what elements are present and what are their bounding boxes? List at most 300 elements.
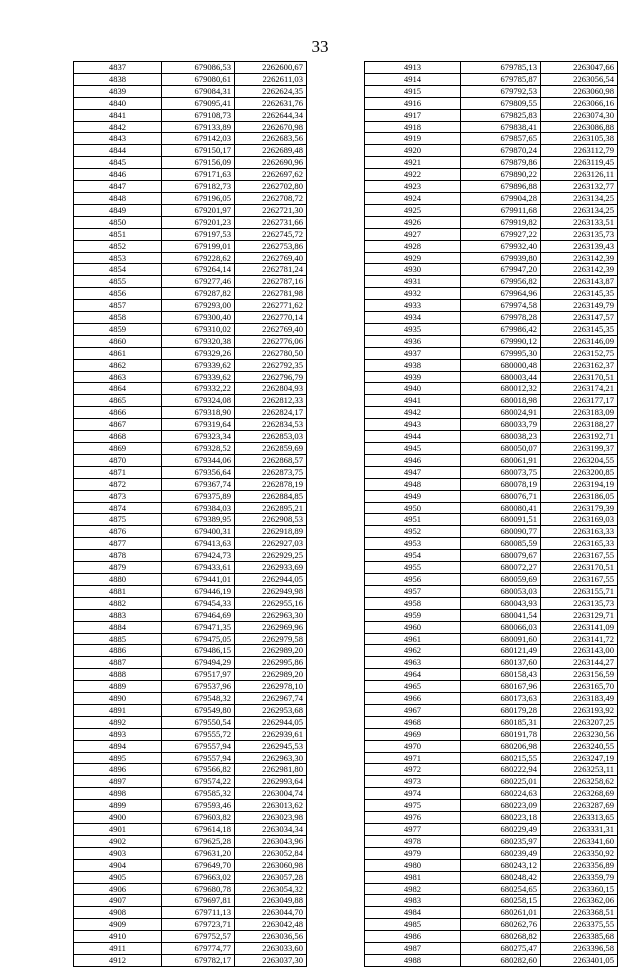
x-coordinate-cell: 680059,69 (461, 573, 541, 585)
x-coordinate-cell: 680167,96 (461, 681, 541, 693)
table-row (365, 609, 618, 621)
x-coordinate-cell: 679785,87 (461, 73, 541, 85)
y-coordinate-cell: 2262953,68 (235, 704, 307, 716)
x-coordinate-cell: 679228,62 (162, 252, 235, 264)
y-coordinate-cell: 2263360,15 (541, 883, 618, 895)
y-coordinate-cell: 2262933,69 (235, 562, 307, 574)
table-row (365, 181, 618, 193)
x-coordinate-cell: 680229,49 (461, 824, 541, 836)
x-coordinate-cell: 679080,61 (162, 73, 235, 85)
table-row (365, 312, 618, 324)
x-coordinate-cell: 679723,71 (162, 919, 235, 931)
table-row (74, 371, 307, 383)
table-row (365, 466, 618, 478)
point-number-cell: 4897 (74, 776, 162, 788)
point-number-cell: 4870 (74, 454, 162, 466)
table-row (365, 323, 618, 335)
y-coordinate-cell: 2263247,19 (541, 752, 618, 764)
table-row (365, 252, 618, 264)
table-row (74, 204, 307, 216)
x-coordinate-cell: 679454,33 (162, 597, 235, 609)
point-number-cell: 4918 (365, 121, 461, 133)
y-coordinate-cell: 2262878,19 (235, 478, 307, 490)
point-number-cell: 4981 (365, 871, 461, 883)
table-row (365, 228, 618, 240)
y-coordinate-cell: 2262981,80 (235, 764, 307, 776)
point-number-cell: 4849 (74, 204, 162, 216)
point-number-cell: 4894 (74, 740, 162, 752)
table-row (74, 252, 307, 264)
x-coordinate-cell: 679475,05 (162, 633, 235, 645)
x-coordinate-cell: 679264,14 (162, 264, 235, 276)
x-coordinate-cell: 680235,97 (461, 835, 541, 847)
table-row (74, 693, 307, 705)
table-row (365, 121, 618, 133)
x-coordinate-cell: 679557,94 (162, 752, 235, 764)
table-row (74, 597, 307, 609)
y-coordinate-cell: 2263141,09 (541, 621, 618, 633)
y-coordinate-cell: 2262884,85 (235, 490, 307, 502)
table-row (365, 157, 618, 169)
table-row (365, 431, 618, 443)
x-coordinate-cell: 679603,82 (162, 812, 235, 824)
x-coordinate-cell: 679548,32 (162, 693, 235, 705)
table-row (74, 812, 307, 824)
x-coordinate-cell: 680033,79 (461, 419, 541, 431)
table-row (365, 502, 618, 514)
x-coordinate-cell: 680158,43 (461, 669, 541, 681)
table-row (74, 85, 307, 97)
x-coordinate-cell: 679486,15 (162, 645, 235, 657)
table-row (74, 562, 307, 574)
point-number-cell: 4982 (365, 883, 461, 895)
point-number-cell: 4933 (365, 300, 461, 312)
x-coordinate-cell: 680073,75 (461, 466, 541, 478)
point-number-cell: 4865 (74, 395, 162, 407)
point-number-cell: 4975 (365, 800, 461, 812)
y-coordinate-cell: 2262770,14 (235, 312, 307, 324)
x-coordinate-cell: 679809,55 (461, 97, 541, 109)
point-number-cell: 4929 (365, 252, 461, 264)
x-coordinate-cell: 679375,89 (162, 490, 235, 502)
table-row (74, 538, 307, 550)
x-coordinate-cell: 679400,31 (162, 526, 235, 538)
table-row (365, 395, 618, 407)
y-coordinate-cell: 2262812,33 (235, 395, 307, 407)
table-row (74, 585, 307, 597)
y-coordinate-cell: 2262689,48 (235, 145, 307, 157)
y-coordinate-cell: 2263194,19 (541, 478, 618, 490)
x-coordinate-cell: 679911,68 (461, 204, 541, 216)
y-coordinate-cell: 2263179,39 (541, 502, 618, 514)
x-coordinate-cell: 679792,53 (461, 85, 541, 97)
point-number-cell: 4847 (74, 181, 162, 193)
table-row (365, 752, 618, 764)
table-row (74, 323, 307, 335)
y-coordinate-cell: 2263375,55 (541, 919, 618, 931)
y-coordinate-cell: 2263143,00 (541, 645, 618, 657)
table-row (365, 145, 618, 157)
y-coordinate-cell: 2263401,05 (541, 954, 618, 966)
x-coordinate-cell: 679939,80 (461, 252, 541, 264)
point-number-cell: 4917 (365, 109, 461, 121)
point-number-cell: 4934 (365, 312, 461, 324)
x-coordinate-cell: 679156,09 (162, 157, 235, 169)
y-coordinate-cell: 2263331,31 (541, 824, 618, 836)
y-coordinate-cell: 2263126,11 (541, 169, 618, 181)
point-number-cell: 4837 (74, 62, 162, 74)
y-coordinate-cell: 2262670,98 (235, 121, 307, 133)
x-coordinate-cell: 679614,18 (162, 824, 235, 836)
table-row (74, 300, 307, 312)
x-coordinate-cell: 679947,20 (461, 264, 541, 276)
x-coordinate-cell: 679384,03 (162, 502, 235, 514)
y-coordinate-cell: 2263177,17 (541, 395, 618, 407)
y-coordinate-cell: 2263135,73 (541, 597, 618, 609)
table-row (74, 347, 307, 359)
point-number-cell: 4884 (74, 621, 162, 633)
x-coordinate-cell: 680275,47 (461, 943, 541, 955)
table-row (365, 276, 618, 288)
y-coordinate-cell: 2262993,64 (235, 776, 307, 788)
table-row (365, 943, 618, 955)
table-row (365, 109, 618, 121)
y-coordinate-cell: 2263200,85 (541, 466, 618, 478)
point-number-cell: 4868 (74, 431, 162, 443)
table-row (74, 954, 307, 966)
y-coordinate-cell: 2263049,88 (235, 895, 307, 907)
table-row (365, 633, 618, 645)
table-row (74, 728, 307, 740)
y-coordinate-cell: 2263165,70 (541, 681, 618, 693)
x-coordinate-cell: 679133,89 (162, 121, 235, 133)
x-coordinate-cell: 680000,48 (461, 359, 541, 371)
x-coordinate-cell: 680222,94 (461, 764, 541, 776)
y-coordinate-cell: 2263188,27 (541, 419, 618, 431)
x-coordinate-cell: 679870,24 (461, 145, 541, 157)
x-coordinate-cell: 679150,17 (162, 145, 235, 157)
y-coordinate-cell: 2263036,56 (235, 931, 307, 943)
point-number-cell: 4935 (365, 323, 461, 335)
y-coordinate-cell: 2263149,79 (541, 300, 618, 312)
table-row (74, 240, 307, 252)
point-number-cell: 4876 (74, 526, 162, 538)
point-number-cell: 4862 (74, 359, 162, 371)
x-coordinate-cell: 679680,78 (162, 883, 235, 895)
y-coordinate-cell: 2262944,05 (235, 573, 307, 585)
table-row (365, 550, 618, 562)
table-row (74, 871, 307, 883)
y-coordinate-cell: 2262771,62 (235, 300, 307, 312)
x-coordinate-cell: 679555,72 (162, 728, 235, 740)
y-coordinate-cell: 2263060,98 (235, 859, 307, 871)
point-number-cell: 4848 (74, 192, 162, 204)
y-coordinate-cell: 2263258,62 (541, 776, 618, 788)
point-number-cell: 4874 (74, 502, 162, 514)
point-number-cell: 4920 (365, 145, 461, 157)
y-coordinate-cell: 2262683,56 (235, 133, 307, 145)
x-coordinate-cell: 679838,41 (461, 121, 541, 133)
table-row (74, 169, 307, 181)
table-row (365, 490, 618, 502)
x-coordinate-cell: 680090,77 (461, 526, 541, 538)
y-coordinate-cell: 2262989,20 (235, 645, 307, 657)
x-coordinate-cell: 680091,51 (461, 514, 541, 526)
y-coordinate-cell: 2263169,03 (541, 514, 618, 526)
y-coordinate-cell: 2263054,32 (235, 883, 307, 895)
point-number-cell: 4915 (365, 85, 461, 97)
x-coordinate-cell: 679182,73 (162, 181, 235, 193)
table-row (74, 276, 307, 288)
point-number-cell: 4939 (365, 371, 461, 383)
point-number-cell: 4851 (74, 228, 162, 240)
point-number-cell: 4922 (365, 169, 461, 181)
table-row (365, 562, 618, 574)
y-coordinate-cell: 2263004,74 (235, 788, 307, 800)
point-number-cell: 4947 (365, 466, 461, 478)
x-coordinate-cell: 679956,82 (461, 276, 541, 288)
point-number-cell: 4864 (74, 383, 162, 395)
table-row (365, 835, 618, 847)
table-row (365, 728, 618, 740)
y-coordinate-cell: 2262989,20 (235, 669, 307, 681)
y-coordinate-cell: 2263170,51 (541, 562, 618, 574)
y-coordinate-cell: 2263143,87 (541, 276, 618, 288)
point-number-cell: 4923 (365, 181, 461, 193)
y-coordinate-cell: 2262644,34 (235, 109, 307, 121)
x-coordinate-cell: 679517,97 (162, 669, 235, 681)
y-coordinate-cell: 2263287,69 (541, 800, 618, 812)
table-row (74, 407, 307, 419)
y-coordinate-cell: 2263385,68 (541, 931, 618, 943)
table-row (365, 359, 618, 371)
x-coordinate-cell: 679324,08 (162, 395, 235, 407)
x-coordinate-cell: 679986,42 (461, 323, 541, 335)
y-coordinate-cell: 2263139,43 (541, 240, 618, 252)
x-coordinate-cell: 680076,71 (461, 490, 541, 502)
y-coordinate-cell: 2262690,96 (235, 157, 307, 169)
y-coordinate-cell: 2262787,16 (235, 276, 307, 288)
y-coordinate-cell: 2263134,25 (541, 192, 618, 204)
y-coordinate-cell: 2263141,72 (541, 633, 618, 645)
table-row (365, 240, 618, 252)
x-coordinate-cell: 679332,22 (162, 383, 235, 395)
y-coordinate-cell: 2263230,56 (541, 728, 618, 740)
table-row (74, 621, 307, 633)
point-number-cell: 4841 (74, 109, 162, 121)
table-row (74, 609, 307, 621)
x-coordinate-cell: 679344,06 (162, 454, 235, 466)
x-coordinate-cell: 679978,28 (461, 312, 541, 324)
table-row (74, 383, 307, 395)
table-row (365, 300, 618, 312)
point-number-cell: 4949 (365, 490, 461, 502)
point-number-cell: 4901 (74, 824, 162, 836)
y-coordinate-cell: 2262776,06 (235, 335, 307, 347)
point-number-cell: 4853 (74, 252, 162, 264)
x-coordinate-cell: 679593,46 (162, 800, 235, 812)
table-row (365, 764, 618, 776)
point-number-cell: 4873 (74, 490, 162, 502)
point-number-cell: 4839 (74, 85, 162, 97)
point-number-cell: 4855 (74, 276, 162, 288)
point-number-cell: 4952 (365, 526, 461, 538)
x-coordinate-cell: 679328,52 (162, 443, 235, 455)
point-number-cell: 4857 (74, 300, 162, 312)
x-coordinate-cell: 679549,80 (162, 704, 235, 716)
y-coordinate-cell: 2262969,96 (235, 621, 307, 633)
y-coordinate-cell: 2262611,03 (235, 73, 307, 85)
table-row (74, 716, 307, 728)
y-coordinate-cell: 2262955,16 (235, 597, 307, 609)
x-coordinate-cell: 679323,34 (162, 431, 235, 443)
point-number-cell: 4925 (365, 204, 461, 216)
y-coordinate-cell: 2262834,53 (235, 419, 307, 431)
point-number-cell: 4980 (365, 859, 461, 871)
table-row (365, 478, 618, 490)
x-coordinate-cell: 679367,74 (162, 478, 235, 490)
y-coordinate-cell: 2262945,53 (235, 740, 307, 752)
table-row (74, 835, 307, 847)
x-coordinate-cell: 679441,01 (162, 573, 235, 585)
point-number-cell: 4944 (365, 431, 461, 443)
point-number-cell: 4907 (74, 895, 162, 907)
table-row (365, 347, 618, 359)
y-coordinate-cell: 2263042,48 (235, 919, 307, 931)
x-coordinate-cell: 680080,41 (461, 502, 541, 514)
table-row (74, 514, 307, 526)
point-number-cell: 4896 (74, 764, 162, 776)
point-number-cell: 4858 (74, 312, 162, 324)
y-coordinate-cell: 2263134,25 (541, 204, 618, 216)
point-number-cell: 4932 (365, 288, 461, 300)
x-coordinate-cell: 679625,28 (162, 835, 235, 847)
y-coordinate-cell: 2262624,35 (235, 85, 307, 97)
x-coordinate-cell: 680254,65 (461, 883, 541, 895)
point-number-cell: 4850 (74, 216, 162, 228)
point-number-cell: 4845 (74, 157, 162, 169)
x-coordinate-cell: 680050,07 (461, 443, 541, 455)
table-row (365, 859, 618, 871)
table-row (74, 454, 307, 466)
point-number-cell: 4960 (365, 621, 461, 633)
point-number-cell: 4911 (74, 943, 162, 955)
x-coordinate-cell: 680041,54 (461, 609, 541, 621)
x-coordinate-cell: 679752,57 (162, 931, 235, 943)
point-number-cell: 4985 (365, 919, 461, 931)
table-row (74, 359, 307, 371)
point-number-cell: 4867 (74, 419, 162, 431)
table-row (365, 883, 618, 895)
table-row (365, 621, 618, 633)
table-row (365, 407, 618, 419)
table-row (365, 847, 618, 859)
table-row (365, 871, 618, 883)
table-row (365, 204, 618, 216)
point-number-cell: 4930 (365, 264, 461, 276)
table-row (74, 943, 307, 955)
x-coordinate-cell: 679585,32 (162, 788, 235, 800)
point-number-cell: 4988 (365, 954, 461, 966)
x-coordinate-cell: 680137,60 (461, 657, 541, 669)
y-coordinate-cell: 2263152,75 (541, 347, 618, 359)
table-row (74, 931, 307, 943)
point-number-cell: 4902 (74, 835, 162, 847)
y-coordinate-cell: 2263193,92 (541, 704, 618, 716)
y-coordinate-cell: 2263170,51 (541, 371, 618, 383)
point-number-cell: 4951 (365, 514, 461, 526)
y-coordinate-cell: 2263162,37 (541, 359, 618, 371)
point-number-cell: 4938 (365, 359, 461, 371)
table-row (365, 954, 618, 966)
y-coordinate-cell: 2262600,67 (235, 62, 307, 74)
x-coordinate-cell: 679494,29 (162, 657, 235, 669)
table-row (365, 776, 618, 788)
point-number-cell: 4936 (365, 335, 461, 347)
x-coordinate-cell: 679464,69 (162, 609, 235, 621)
x-coordinate-cell: 679446,19 (162, 585, 235, 597)
table-row (74, 312, 307, 324)
y-coordinate-cell: 2263013,62 (235, 800, 307, 812)
point-number-cell: 4955 (365, 562, 461, 574)
point-number-cell: 4860 (74, 335, 162, 347)
point-number-cell: 4843 (74, 133, 162, 145)
point-number-cell: 4986 (365, 931, 461, 943)
x-coordinate-cell: 679201,23 (162, 216, 235, 228)
point-number-cell: 4854 (74, 264, 162, 276)
x-coordinate-cell: 680258,15 (461, 895, 541, 907)
x-coordinate-cell: 679108,73 (162, 109, 235, 121)
y-coordinate-cell: 2263167,55 (541, 573, 618, 585)
table-row (74, 490, 307, 502)
y-coordinate-cell: 2263350,92 (541, 847, 618, 859)
x-coordinate-cell: 680206,98 (461, 740, 541, 752)
table-row (74, 740, 307, 752)
point-number-cell: 4904 (74, 859, 162, 871)
y-coordinate-cell: 2262796,79 (235, 371, 307, 383)
point-number-cell: 4912 (74, 954, 162, 966)
y-coordinate-cell: 2263047,66 (541, 62, 618, 74)
page-number: 33 (311, 37, 329, 56)
x-coordinate-cell: 680282,60 (461, 954, 541, 966)
point-number-cell: 4928 (365, 240, 461, 252)
point-number-cell: 4978 (365, 835, 461, 847)
y-coordinate-cell: 2263368,51 (541, 907, 618, 919)
point-number-cell: 4900 (74, 812, 162, 824)
point-number-cell: 4926 (365, 216, 461, 228)
point-number-cell: 4963 (365, 657, 461, 669)
y-coordinate-cell: 2262804,93 (235, 383, 307, 395)
x-coordinate-cell: 680072,27 (461, 562, 541, 574)
y-coordinate-cell: 2262721,30 (235, 204, 307, 216)
y-coordinate-cell: 2263112,79 (541, 145, 618, 157)
x-coordinate-cell: 679782,17 (162, 954, 235, 966)
x-coordinate-cell: 679095,41 (162, 97, 235, 109)
point-number-cell: 4891 (74, 704, 162, 716)
table-row (74, 288, 307, 300)
point-number-cell: 4950 (365, 502, 461, 514)
x-coordinate-cell: 679196,05 (162, 192, 235, 204)
table-row (365, 335, 618, 347)
x-coordinate-cell: 680223,09 (461, 800, 541, 812)
y-coordinate-cell: 2263074,30 (541, 109, 618, 121)
x-coordinate-cell: 679201,97 (162, 204, 235, 216)
x-coordinate-cell: 679663,02 (162, 871, 235, 883)
table-row (74, 228, 307, 240)
x-coordinate-cell: 679356,64 (162, 466, 235, 478)
point-number-cell: 4882 (74, 597, 162, 609)
table-row (365, 693, 618, 705)
